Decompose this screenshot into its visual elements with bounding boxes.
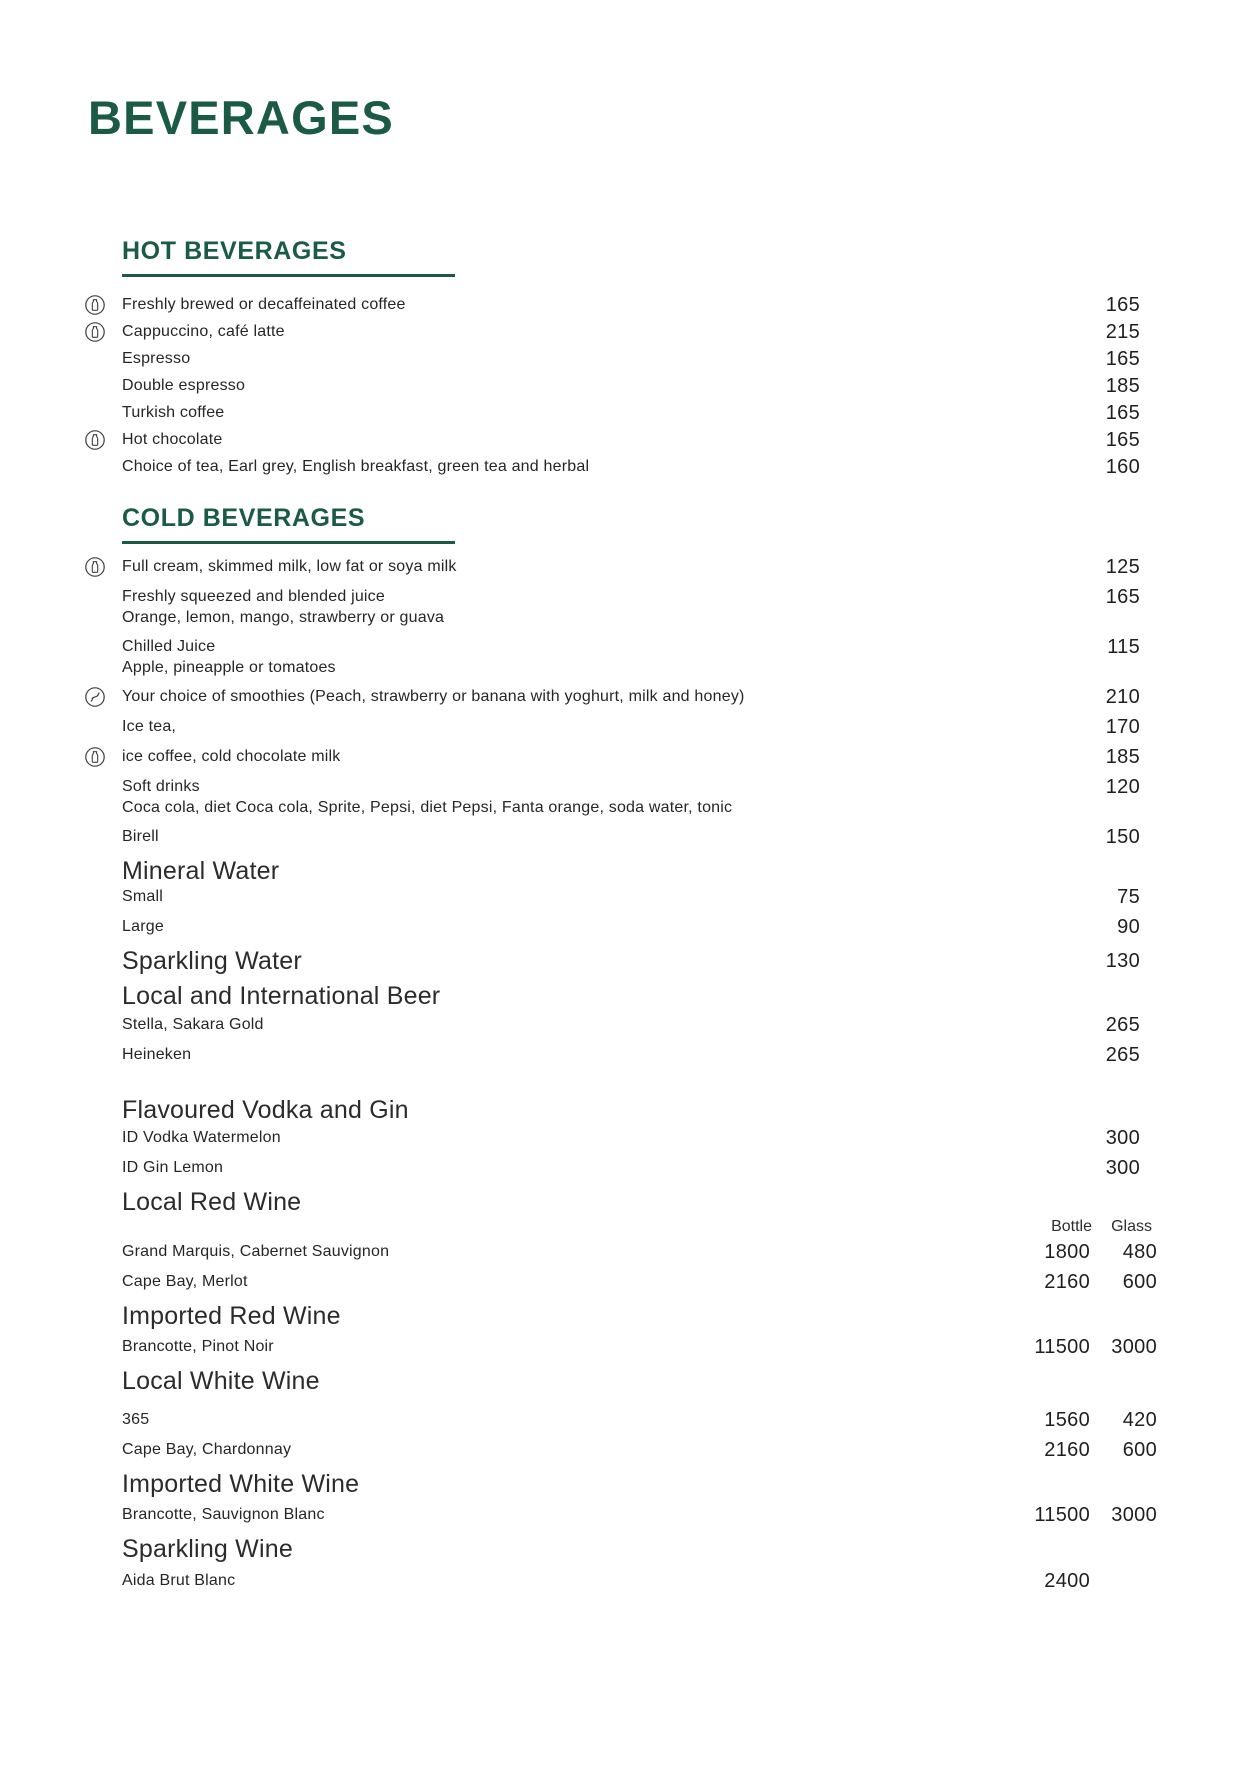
subsection-heading-label: Sparkling Water (122, 947, 302, 975)
subsection-heading (122, 1534, 1252, 1564)
subsection-heading-label: Mineral Water (122, 857, 280, 885)
item-price-bottle: 11500 (1034, 1504, 1090, 1526)
subsection-heading (122, 946, 1252, 976)
item-price-bottle: 1800 (1044, 1241, 1090, 1263)
item-name: Ice tea, (122, 718, 177, 735)
subsection-heading-label: Local Red Wine (122, 1188, 302, 1216)
subsection-heading (122, 1301, 1252, 1331)
item-name: Stella, Sakara Gold (122, 1016, 264, 1033)
item-price: 265 (1105, 1014, 1140, 1036)
subsection-heading-label: Local White Wine (122, 1367, 320, 1395)
item-name: ice coffee, cold chocolate milk (122, 748, 341, 765)
item-description: Orange, lemon, mango, strawberry or guava (122, 609, 445, 626)
item-name: ID Gin Lemon (122, 1159, 224, 1176)
item-price: 170 (1105, 716, 1140, 738)
item-price: 300 (1105, 1127, 1140, 1149)
column-header-bottle: Bottle (1051, 1218, 1092, 1235)
item-name: Espresso (122, 350, 191, 367)
subsection-heading-label: Sparkling Wine (122, 1535, 293, 1563)
item-price: 120 (1105, 776, 1140, 798)
menu-item (0, 456, 1252, 478)
item-name: Large (122, 918, 164, 935)
subsection-heading-label: Imported White Wine (122, 1470, 360, 1498)
subsection-heading-label: Imported Red Wine (122, 1302, 341, 1330)
menu-item (0, 686, 1252, 708)
menu-item (0, 636, 1252, 678)
menu-item (0, 916, 1252, 938)
item-price: 90 (1117, 916, 1140, 938)
menu-item (0, 586, 1252, 628)
item-name: Brancotte, Sauvignon Blanc (122, 1506, 325, 1523)
item-name: Your choice of smoothies (Peach, strawberry or banana with yoghurt, milk and honey) (122, 688, 745, 705)
item-price: 125 (1105, 556, 1140, 578)
menu-item (0, 746, 1252, 768)
menu-item (0, 1014, 1252, 1036)
menu-item (0, 1409, 1252, 1431)
menu-item (0, 776, 1252, 818)
item-price: 210 (1105, 686, 1140, 708)
item-price-glass: 600 (1122, 1439, 1157, 1461)
item-price: 300 (1105, 1157, 1140, 1179)
item-name: Full cream, skimmed milk, low fat or soya milk (122, 558, 457, 575)
menu-item (0, 429, 1252, 451)
menu-body (0, 237, 1252, 1592)
item-name: Heineken (122, 1046, 192, 1063)
menu-item (0, 1336, 1252, 1358)
menu-item (0, 321, 1252, 343)
subsection-heading (122, 1366, 1252, 1396)
subsection-heading-label: Local and International Beer (122, 982, 441, 1010)
item-price-glass: 3000 (1111, 1336, 1157, 1358)
subsection-heading (122, 1095, 1252, 1125)
item-price-bottle: 2160 (1044, 1439, 1090, 1461)
item-name: Brancotte, Pinot Noir (122, 1338, 274, 1355)
menu-item (0, 1044, 1252, 1066)
menu-item (0, 826, 1252, 848)
item-description: Coca cola, diet Coca cola, Sprite, Pepsi, diet Pepsi, Fanta orange, soda water, tonic (122, 799, 733, 816)
item-price-glass: 600 (1122, 1271, 1157, 1293)
milk-bottle-allergen-icon (84, 556, 106, 578)
menu-item (0, 1504, 1252, 1526)
subsection-heading (122, 1469, 1252, 1499)
item-price-glass: 420 (1122, 1409, 1157, 1431)
item-name: Cappuccino, café latte (122, 323, 285, 340)
smoothie-allergen-icon (84, 686, 106, 708)
section-heading-label: HOT BEVERAGES (122, 237, 455, 277)
menu-item (0, 348, 1252, 370)
item-price: 75 (1117, 886, 1140, 908)
section-heading (122, 237, 1252, 277)
milk-bottle-allergen-icon (84, 746, 106, 768)
milk-bottle-allergen-icon (84, 429, 106, 451)
item-price: 160 (1105, 456, 1140, 478)
item-price: 165 (1105, 586, 1140, 608)
item-price: 215 (1105, 321, 1140, 343)
item-name: Small (122, 888, 164, 905)
menu-item (0, 1439, 1252, 1461)
section-heading (122, 504, 1252, 544)
menu-item (0, 294, 1252, 316)
menu-item (0, 556, 1252, 578)
menu-item (0, 1157, 1252, 1179)
item-name: ID Vodka Watermelon (122, 1129, 281, 1146)
item-name: Aida Brut Blanc (122, 1572, 236, 1589)
item-price: 165 (1105, 402, 1140, 424)
item-name: Chilled Juice (122, 638, 216, 655)
section-heading-label: COLD BEVERAGES (122, 504, 455, 544)
item-name: Hot chocolate (122, 431, 223, 448)
menu-item (0, 1570, 1252, 1592)
item-name: Freshly squeezed and blended juice (122, 588, 385, 605)
subsection-heading (122, 856, 1252, 886)
item-name: Choice of tea, Earl grey, English breakfast, green tea and herbal (122, 458, 590, 475)
subsection-heading-label: Flavoured Vodka and Gin (122, 1096, 409, 1124)
item-price: 115 (1107, 636, 1140, 658)
item-name: Birell (122, 828, 159, 845)
price-column-headers (122, 1217, 1252, 1237)
column-header-glass: Glass (1111, 1218, 1152, 1235)
item-price-glass: 480 (1122, 1241, 1157, 1263)
item-name: Turkish coffee (122, 404, 225, 421)
subsection-heading (122, 981, 1252, 1011)
item-price: 165 (1105, 294, 1140, 316)
subsection-heading (122, 1187, 1252, 1217)
item-price-bottle: 2400 (1044, 1570, 1090, 1592)
item-price: 185 (1105, 746, 1140, 768)
milk-bottle-allergen-icon (84, 321, 106, 343)
item-name: Soft drinks (122, 778, 200, 795)
item-name: Grand Marquis, Cabernet Sauvignon (122, 1243, 390, 1260)
milk-bottle-allergen-icon (84, 294, 106, 316)
item-name: Double espresso (122, 377, 246, 394)
item-name: Freshly brewed or decaffeinated coffee (122, 296, 406, 313)
menu-item (0, 375, 1252, 397)
item-price-bottle: 11500 (1034, 1336, 1090, 1358)
item-price: 185 (1105, 375, 1140, 397)
item-price: 165 (1105, 429, 1140, 451)
item-price: 150 (1105, 826, 1140, 848)
item-price-glass: 3000 (1111, 1504, 1157, 1526)
page-title: BEVERAGES (88, 91, 394, 144)
item-price: 130 (1105, 950, 1140, 972)
item-price: 165 (1105, 348, 1140, 370)
menu-item (0, 1241, 1252, 1263)
item-name: Cape Bay, Merlot (122, 1273, 248, 1290)
menu-item (0, 1127, 1252, 1149)
menu-item (0, 1271, 1252, 1293)
item-price: 265 (1105, 1044, 1140, 1066)
item-price-bottle: 1560 (1044, 1409, 1090, 1431)
menu-item (0, 716, 1252, 738)
item-description: Apple, pineapple or tomatoes (122, 659, 336, 676)
item-price-bottle: 2160 (1044, 1271, 1090, 1293)
item-name: 365 (122, 1411, 150, 1428)
item-name: Cape Bay, Chardonnay (122, 1441, 292, 1458)
menu-item (0, 402, 1252, 424)
menu-item (0, 886, 1252, 908)
